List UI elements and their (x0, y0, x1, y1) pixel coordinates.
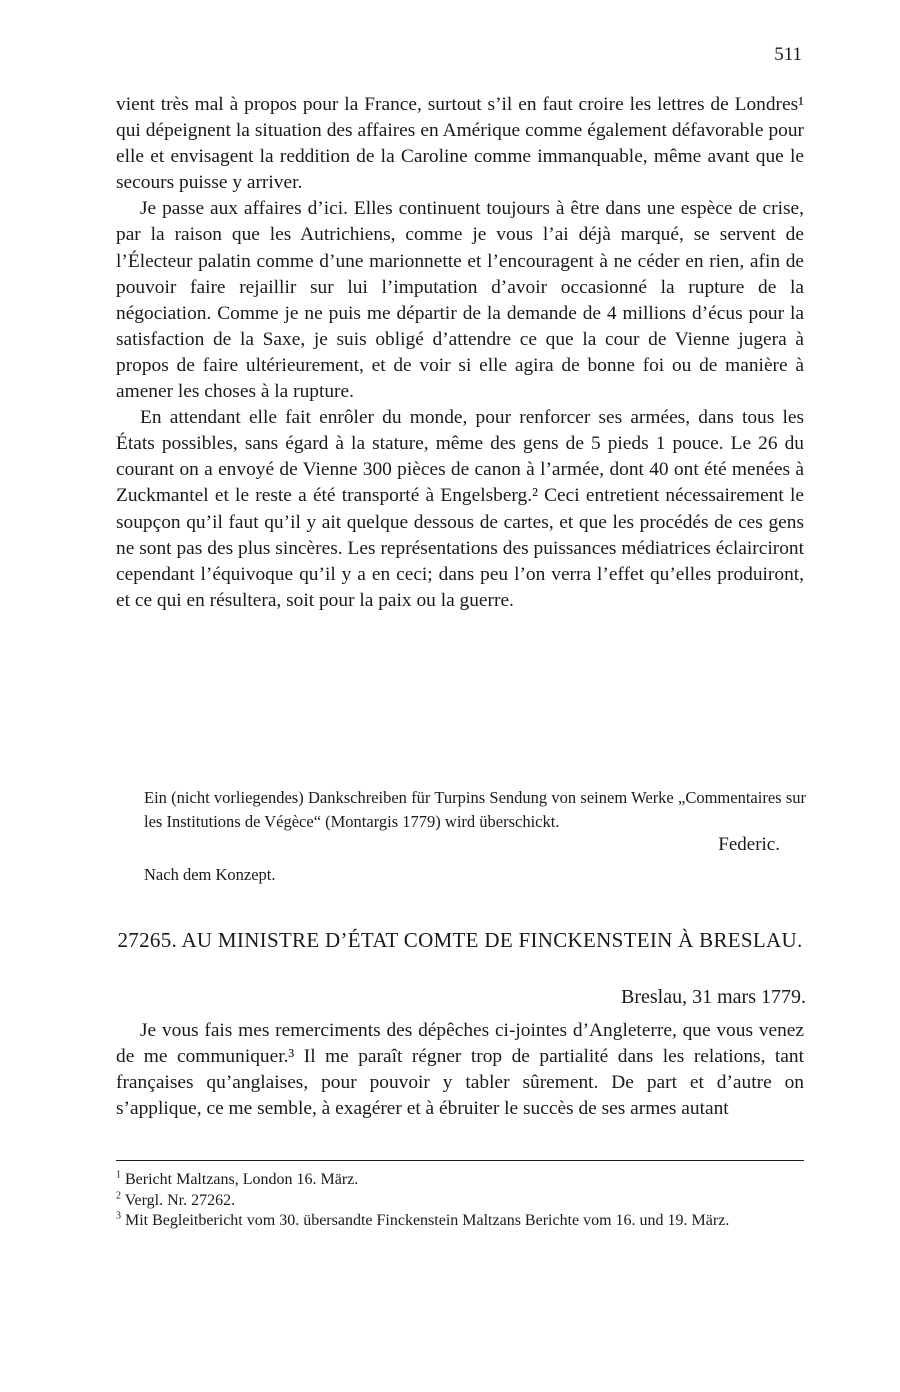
second-letter-body (116, 1018, 804, 1122)
footnote-text: Vergl. Nr. 27262. (124, 1191, 236, 1209)
paragraph: vient très mal à propos pour la France, surtout s’il en faut croire les lettres de Londres¹ qui dépeignent la situation des affaires en Amérique comme également défavorable pour elle et envisagent la reddition de la Caroline comme immanquable, même avant que le secours puisse y arriver. (116, 94, 804, 194)
footnote (116, 1170, 806, 1191)
footnote (116, 1191, 806, 1212)
source-note: Nach dem Konzept. (144, 865, 276, 884)
document-heading: 27265. AU MINISTRE D’ÉTAT COMTE DE FINCKENSTEIN À BRESLAU. (117, 928, 803, 952)
footnotes (116, 1170, 806, 1232)
page-number: 511 (774, 44, 802, 65)
footnote-text: Mit Begleitbericht vom 30. übersandte Finckenstein Maltzans Berichte vom 16. und 19. März. (125, 1212, 730, 1229)
letter-body (116, 92, 804, 614)
signature: Federic. (718, 834, 780, 855)
footnote (116, 1211, 806, 1232)
editor-note: Ein (nicht vorliegendes) Dankschreiben für Turpins Sendung von seinem Werke „Commentaires sur les Institutions de Végèce“ (Montargis 1779) wird überschickt. (144, 788, 806, 831)
date-line: Breslau, 31 mars 1779. (621, 986, 806, 1008)
paragraph: En attendant elle fait enrôler du monde, pour renforcer ses armées, dans tous les États possibles, sans égard à la stature, même des gens de 5 pieds 1 pouce. Le 26 du courant on a envoyé de Vienne 300 pièces de canon à l’armée, dont 40 ont été menées à Zuckmantel et le reste a été transporté à Engelsberg.² Ceci entretient nécessairement le soupçon qu’il faut qu’il y ait quelque dessous de cartes, et que les procédés de ces gens ne sont pas des plus sincères. Les représentations des puissances médiatrices éclairciront cependant l’équivoque qu’il y a en ceci; dans peu l’on verra l’effet qu’elles produiront, et ce qui en résultera, soit pour la paix ou la guerre. (116, 407, 804, 611)
paragraph: Je vous fais mes remerciments des dépêches ci-jointes d’Angleterre, que vous venez de me communiquer.³ Il me paraît régner trop de partialité dans les relations, tant françaises qu’anglaises, pour pouvoir y tabler sûrement. De part et d’autre on s’applique, ce me semble, à exagérer et à ébruiter le succès de ses armes autant (116, 1020, 804, 1120)
footnote-text: Bericht Maltzans, London 16. März. (125, 1171, 359, 1188)
footnote-mark: 2 (116, 1190, 121, 1202)
paragraph: Je passe aux affaires d’ici. Elles continuent toujours à être dans une espèce de crise, par la raison que les Autrichiens, comme je vous l’ai déjà marqué, se servent de l’Électeur palatin comme d’une marionnette et l’encouragent à ne céder en rien, afin de pouvoir faire rejaillir sur lui l’imputation d’avoir occasionné la rupture de la négociation. Comme je ne puis me départir de la demande de 4 millions d’écus pour la satisfaction de la Saxe, je suis obligé d’attendre ce que la cour de Vienne jugera à propos de faire ultérieurement, et de voir si elle agira de bonne foi ou de manière à amener les choses à la rupture. (116, 198, 804, 403)
footnote-mark: 1 (116, 1169, 121, 1181)
footnote-divider (116, 1160, 804, 1161)
footnote-mark: 3 (116, 1210, 121, 1222)
